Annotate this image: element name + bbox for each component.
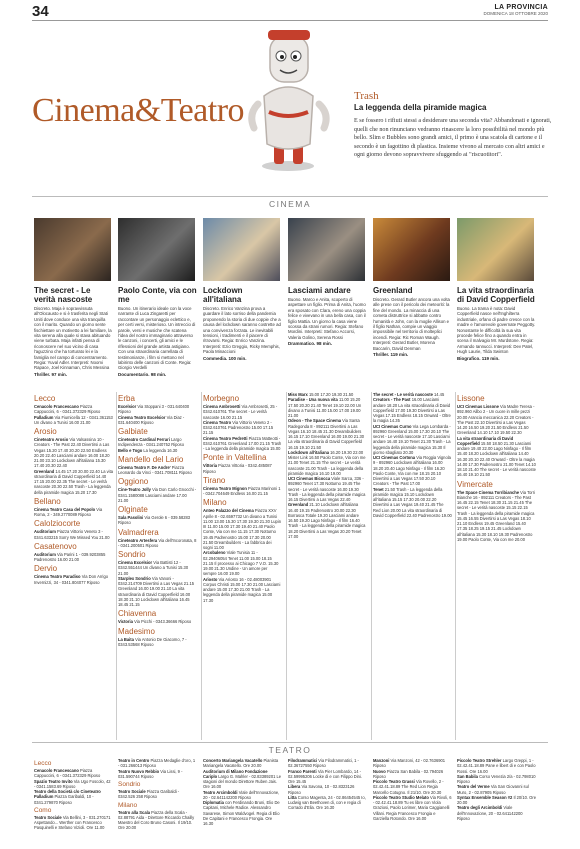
venue-details: Via Roggia Vignola 9 - 892960 Lockdown all'italiana 16.00 18.20 20.40 Lago Ninfago - Il film 16.20 Paolo Conte, Via con me 18.15 20.10 Divertirsi a Las Vegas 17.50 20.10 Creators - The Past 17.00 <box>373 455 451 487</box>
film-review <box>118 286 197 378</box>
listing-entry <box>203 486 282 497</box>
listing-entry <box>288 397 367 418</box>
page-number: 34 <box>32 3 49 20</box>
listing-column <box>203 392 282 740</box>
city-heading: Tirano <box>203 475 226 485</box>
venue-name: The secret - Le verità nascoste <box>373 392 433 397</box>
listing-column <box>34 758 113 844</box>
film-title: La vita straordinaria di David Copperfield <box>457 286 535 304</box>
venue-details: 16.20 19.30 22.00 Mister Link 16.50 Paolo Conte, Via con me 21.00 Tenet 21.15 The secret - Le verità nascoste 21.00 Trash - La leggenda della piramide magica 16.10 19.00 <box>288 449 366 476</box>
film-genre-duration: Thriller. 119 min. <box>373 352 409 358</box>
listing-entry <box>288 502 367 539</box>
venue-details: Viale Sarca, 336 - 892960 Tenet 17.30 Notturno 19.45 The secret - Le verità nascoste 16.00 19.30 Trash - La leggenda della piramide magica 16.15 Divertirsi a Las Vegas 22.40 <box>288 476 366 502</box>
listing-entry <box>373 455 452 487</box>
venue-name: Teatro in Centro <box>118 758 150 763</box>
city-heading: Oggiono <box>118 477 149 487</box>
venue-details: Largo G. Mahler - 02.83389201 Le stagioni del mondo Direttore Ruben Jais. Ore 16.00 <box>203 773 282 790</box>
venue-name: Teatro Sociale <box>34 814 62 820</box>
venue-details: Via Roma, 2 - 349.2770089 Riposo <box>34 506 103 517</box>
listing-entry <box>457 490 536 543</box>
venue-name: Lockdown all'italiana <box>288 449 330 455</box>
film-title: The secret - Le verità nascoste <box>34 286 93 304</box>
venue-name: Piccolo Teatro Grassi <box>373 779 415 784</box>
venue-details: Il 20/10. Ore 20.00 <box>457 794 536 805</box>
venue-name: Teatro Sociale <box>118 789 146 794</box>
venue-name: UCI Cinemas Bicocca <box>288 476 331 481</box>
venue-details: Via Rovello, 2 - 02.42.41.18.89 The Red Lion Regia Marcello Cotugno. Il 21/10. Ore 20.30 <box>373 779 444 795</box>
venue-name: Cinema Teatro Mignon <box>203 485 247 491</box>
listing-entry <box>288 784 367 795</box>
poster-paolo-conte <box>118 218 195 281</box>
city-heading: Arosio <box>34 427 57 436</box>
section-title: Cinema&Teatro <box>32 92 245 129</box>
listing-entry <box>34 768 113 779</box>
listing-entry <box>373 769 452 780</box>
listing-entry <box>34 404 113 415</box>
venue-details: 21.10 Lockdown all'italiana 16.40 19.15 Padrenostro 20.00 22.30 Borrasca Totale 19.20 Lasciami andare 16.50 19.20 Lago Ninfago - Il film 16.40 Trash - La leggenda della piramide magica 18.20 Divertirsi a Las Vegas 20.20 Tenet 17.00 <box>288 502 366 539</box>
listing-entry <box>34 415 113 426</box>
listing-entry <box>457 805 536 821</box>
listing-entry <box>203 508 282 550</box>
listing-entry <box>118 487 197 503</box>
venue-details: Via Antonio De Giacomo, 7 - 0343.53568 Riposo <box>118 636 187 647</box>
venue-details: Via Don Carlo Gnocchi - 0341.1580088 Lasciami andare 17.00 21.00 <box>118 487 197 503</box>
listing-entry <box>288 476 367 502</box>
city-heading: Madesimo <box>118 626 155 636</box>
venue-name: Cenacolo Francescano <box>34 768 79 773</box>
venue-details: Piazza della Scala - 02.88791 Aida - Direttore Riccardo Chailly Maestro del Coro Bruno Casoni. Il 19/10. Ore 20.00 <box>118 809 195 831</box>
listing-column <box>34 392 113 740</box>
venue-details: 11.00 15.20 17.50 20.20 21.40 Tenet 19.10 22.00 Un divano a Tunisi 11.00 15.00 17.00 19.00 21.00 <box>288 397 362 418</box>
city-heading: Ponte in Valtellina <box>203 453 267 463</box>
listing-entry <box>457 795 536 806</box>
teatro-band-label: TEATRO <box>268 745 312 755</box>
listing-entry <box>34 437 113 469</box>
venue-name: Cinema Teatro Pedretti <box>203 435 248 441</box>
venue-name: Syntax Ensemble Season #2 <box>457 794 513 800</box>
city-heading: Valmadrera <box>118 527 159 537</box>
venue-name: Excelsior <box>118 404 137 409</box>
venue-name: Teatro Arcimboldi <box>203 789 238 795</box>
listing-entry <box>118 758 197 769</box>
venue-details: Via Don Arrigo Invernizzi, 34 - 0341.804077 Riposo <box>34 574 109 585</box>
venue-details: Corso Venezia 2/a - 02.798010 Riposo <box>457 773 536 784</box>
venue-details: Via Madre Teresa - 892.960 Ailbo 2 - Un cuore in mille pezzi 20.00 Arancia meccanica 22.20 Creators - The Past 22.10 Divertirsi a Las Vegas 14.20 16.50 19.20 21.50 Endless 21.50 Greenland 14.10 17.10 19.50 22.30 <box>457 404 535 436</box>
city-heading: Casatenovo <box>34 541 77 551</box>
teatro-band <box>32 742 548 754</box>
venue-name: Greenland <box>288 502 309 508</box>
city-heading: Morbegno <box>203 394 240 403</box>
film-title: Lockdown all'italiana <box>203 286 243 304</box>
top-rule <box>32 20 548 21</box>
listing-entry <box>288 795 367 811</box>
venue-name: Piccolo Teatro Strehler <box>457 758 502 763</box>
venue-details: Via Parini 1 - 039.9203855 Padrenostro 16.00 21.00 <box>34 551 106 562</box>
issue-date: DOMENICA 18 OTTOBRE 2020 <box>483 11 548 16</box>
venue-name: Teatro Nuovo Rebbio <box>118 768 160 774</box>
venue-details: Piazza Garibaldi - 0342.526 258 Riposo <box>118 789 180 800</box>
listing-entry <box>203 577 282 603</box>
listing-entry <box>34 552 113 563</box>
venue-name: Cineteatro Cardinal Ferrari <box>118 437 170 442</box>
listing-column <box>457 758 536 844</box>
listing-entry <box>118 789 197 800</box>
listing-entry <box>34 469 113 495</box>
listing-entry <box>457 774 536 785</box>
venue-name: Creators - The Past <box>373 397 411 403</box>
venue-name: San Babila <box>457 773 478 779</box>
venue-name: Cineteatro Artesfera <box>118 537 158 543</box>
venue-details: Via San Giovanni sul Muro, 2 - 02.87905 Riposo <box>457 784 529 795</box>
cinema-band-label: CINEMA <box>268 199 312 209</box>
listing-column <box>373 392 452 740</box>
film-title: Greenland <box>373 286 413 295</box>
venue-name: Victoria <box>118 619 133 625</box>
film-review <box>457 286 536 362</box>
listing-column <box>288 758 367 844</box>
feature-body: E se fossero i rifiuti stessi a desiderare una seconda vita? Abbandonati e ignorati, quelli che non rinunciano vedranno rinascere la loro possibilità nel mondo più bello. Slim e Bubbles sono grandi amici, il primo è una scatola di cartone e il secondo è un fagottino di plastica. Insieme vivono al mercato con altri amici e ogni giorno devono sopravvivere sfuggendo ai "riscuotitori". <box>354 118 552 159</box>
listing-entry <box>118 560 197 576</box>
venue-name: Teatro del Verme <box>457 784 490 790</box>
listing-entry <box>203 800 282 826</box>
venue-details: Via Filodrammatici, 1 - 02.36727550 Riposo <box>288 758 359 769</box>
venue-name: The Space Cinema Torribianche <box>457 489 520 495</box>
city-heading: Olginate <box>118 505 148 514</box>
city-heading: Sondrio <box>118 781 141 788</box>
venue-name: Odeon - The Space Cinema <box>288 418 342 424</box>
venue-name: Tenet <box>373 486 384 492</box>
column-rule <box>371 392 372 740</box>
film-genre-duration: Thriller. 97 min. <box>34 371 68 377</box>
listing-column <box>118 392 197 740</box>
venue-details: Via Pier Lombardo, 14 - 02.59995206 Locke di e con Filippo Dini. Ore 15.45 <box>288 768 362 784</box>
venue-name: Cinema Teatro Paradiso <box>34 574 81 580</box>
venue-name: Auditorium di Milano Fondazione Cariplo <box>203 768 268 779</box>
city-heading: Calolziocorte <box>34 519 81 529</box>
listing-entry <box>457 784 536 795</box>
feature-headline: La leggenda della piramide magica <box>354 103 487 112</box>
city-heading: Sondrio <box>118 550 146 559</box>
listing-entry <box>203 790 282 801</box>
city-heading: Mandello del Lario <box>118 454 184 464</box>
venue-details: Via Valsassina 10 - Creators - The Past 22.40 Divertirsi a Las Vegas 15.20 17.40 20.20 22.50 Endless 20.20 22.40 Lasciami andare 16.00 18.20 21.00 23.10 Lockdown all'italiana 15.30 17.40 20.30 22.40 <box>34 437 110 469</box>
poster-lockdown <box>203 218 280 281</box>
venue-details: Largo Indipendenza - 0341.240752 Riposo <box>118 437 185 448</box>
listing-column <box>203 758 282 844</box>
listing-entry <box>118 769 197 780</box>
venue-name: Arcobaleno <box>203 550 226 556</box>
listing-entry <box>373 397 452 423</box>
city-heading: Dervio <box>34 564 58 574</box>
film-genre-duration: Drammatico. 98 min. <box>288 341 333 347</box>
listing-entry <box>203 404 282 420</box>
venue-name: UCI Cinemas Lissone <box>457 404 499 409</box>
venue-details: Piazza Cappuccini, 6 - 0341.372329 Riposo <box>34 768 101 779</box>
venue-details: Via Picchi - 0343.36666 Riposo <box>134 619 192 625</box>
venue-name: Franco Parenti <box>288 768 317 774</box>
trash-character-image <box>236 26 341 176</box>
city-heading: Lissone <box>457 394 485 403</box>
venue-name: Filodrammatici <box>288 758 318 763</box>
listing-entry <box>34 779 113 790</box>
city-heading: Galbiate <box>118 427 148 436</box>
venue-name: Ariosto <box>203 576 218 582</box>
poster-david-copperfield <box>457 218 534 281</box>
venue-details: Via Stoppani 3 - 031.640400 Riposo <box>118 404 190 415</box>
venue-details: 16.00 Lasciami andare 18.20 La vita straordinaria di David Copperfield 17.00 19.30 Divertirsi a Las Vegas 17.15 Endless 18.15 Onward - Oltre la magia 14.35 <box>373 397 451 424</box>
page-header <box>0 0 580 22</box>
cinema-band <box>32 196 548 208</box>
listing-entry <box>203 436 282 452</box>
listing-column <box>118 758 197 844</box>
venue-name: Cinema Excelsior <box>118 560 153 565</box>
venue-details: Piazza Matteotti - 0342.610761 Greenland 17.00 21.15 Trash - La leggenda della piramide magica 15.00 <box>203 435 282 451</box>
column-rule <box>455 392 456 740</box>
listing-column <box>457 392 536 740</box>
listing-entry <box>288 769 367 785</box>
venue-name: Libera <box>288 784 301 790</box>
venue-details: Piazza Garibaldi, 10 - 0341.279870 Riposo <box>34 794 94 805</box>
venue-details: Via Diaz - 031.640400 Riposo <box>118 414 185 425</box>
masthead <box>484 4 548 16</box>
venue-name: Concerto Mariangela Vacatello <box>203 758 263 763</box>
venue-details: Via Vittorio Veneto 2 - 0342.610761 Padrenostro 15.00 17.15 21.15 <box>203 419 274 436</box>
venue-details: Piazza Vittoria - 0342.485087 Riposo <box>203 463 272 474</box>
venue-name: Cinema Teatro <box>203 419 232 425</box>
venue-name: Auditorium <box>34 529 56 535</box>
venue-details: Via Torri Bianche 16 - 892111 Creators - The Past 16.45 22.15 Tenet 18.30 21.15 21.45 The secret - Le verità nascoste 15.15 22.15 Trash - La leggenda della piramide magica 15.45 16.55 Divertirsi a Las Vegas 18.10 21.10 Endless 19.45 Greenland 15.40 17.35 18.25 19.15 21.45 Lockdown all'italiana 15.30 18.10 19.30 Padrenostro 19.00 Paolo Conte, Via con me 20.00 <box>457 489 536 542</box>
venue-name: Miss Marx <box>288 392 308 397</box>
venue-name: Piccolo Teatro Studio Melato <box>373 794 429 800</box>
venue-details: Piazza San Babila - 02.794026 Riposo <box>373 768 444 779</box>
venue-details: Pianista Mariangela Vacatello. Ore 20.00 <box>203 758 279 769</box>
venue-name: Diplomatia <box>203 800 224 805</box>
film-description: Discreto. Gerard Butler ancora una volta alle prese con il pericolo dei meteoriti: la fine del mondo. La minaccia di una cometa distruttrice si abbatte contro l'umanità e John, con la moglie Allison e il figlio Nathan, compie un viaggio impossibile nel territorio di molteplici incendi. Regia: Ric Roman Waugh. Interpreti: Gerard Butler, Morena Baccarin, David Denman <box>373 297 450 351</box>
venue-name: Palladium <box>34 414 54 420</box>
listing-entry <box>373 779 452 795</box>
city-heading: Milano <box>118 801 138 809</box>
venue-details: Corso Magenta, 24 - 02.86454545 Io, Ludwig van Beethoven di, con e regia di Corrado d'Elia. Ore 16.30 <box>288 794 366 811</box>
film-description: Discreto. Enrico Vanzina prova a guardare il lato sorriso della pandemia proponendo la storia di due coppie che a causa del lockdown saranno costrette ad una convivenza forzata. Le inevitabili tensioni, i tradimenti e il piacere di ritrovarsi. Regia: Enrico Vanzina. Interpreti: Ezio Greggio, Ricky Memphis, Paola Minaccioni <box>203 306 281 355</box>
listing-entry <box>118 637 197 648</box>
listing-entry <box>203 420 282 436</box>
listing-entry <box>203 463 282 474</box>
film-title: Lasciami andare <box>288 286 351 295</box>
film-review <box>288 286 367 347</box>
city-heading: Vimercate <box>457 479 493 489</box>
city-heading: Milano <box>203 498 227 508</box>
venue-details: Via Manzoni, 42 - 02.7636901 Riposo <box>373 758 446 769</box>
column-rule <box>286 392 287 740</box>
listing-entry <box>203 769 282 790</box>
poster-lasciami-andare <box>288 218 365 281</box>
listing-entry <box>203 758 282 769</box>
venue-name: Bello e Togo <box>118 447 143 453</box>
venue-name: Starplex Sondrio <box>118 575 151 581</box>
venue-details: Via dell'Incoronata, 8 - 0341.200501 Riposo <box>118 537 197 548</box>
venue-name: UCI Cinemas Curno <box>373 423 412 429</box>
venue-name: Vittoria <box>203 463 218 469</box>
poster-greenland <box>373 218 450 281</box>
film-review <box>373 286 452 358</box>
venue-name: Teatro degli Arcimboldi <box>457 805 503 811</box>
listing-entry <box>288 450 367 476</box>
listing-entry <box>373 487 452 519</box>
venue-name: Greenland <box>34 468 55 474</box>
venue-name: Cinema Teatro F. De Andre' <box>118 464 171 470</box>
listing-entry <box>118 404 197 415</box>
listing-entry <box>118 448 197 453</box>
venue-details: 15.50 18.50 21.30 Lasciami andare 19.40 22.00 Lago Ninfago - Il film 15.40 18.20 Lockdown all'italiana 14.40 16.30 20.10 22.40 Onward - Oltre la magia 14.00 17.30 Padrenostro 21.00 Tenet 14.10 18.10 21.40 The secret - Le verità nascoste 16.40 19.10 21.50 <box>457 440 536 478</box>
film-review <box>34 286 113 378</box>
film-description: Discreto. Maja è sopravvissuta all'Olocausto e si è trasferita negli Stati Uniti dove conduce una vita tranquilla con il marito. Quando un giorno sente fischiettare un motivetto a lei familiare, la vita serena alla quale si stava abituando viene turbata. Maja infatti pensa di riconoscere nel suo vicino di casa l'aguzzino che ha torturato lei e la famiglia nel campo di concentramento. Regia: Yuval Adler. Interpreti: Noomi Rapace, Joel Kinnaman, Chris Messina <box>34 306 112 371</box>
listing-entry <box>457 404 536 436</box>
venue-name: Cinema Teatro Casa del Popolo <box>34 506 96 512</box>
city-heading: Chiavenna <box>118 609 157 619</box>
venue-details: Via Lissi, 9 - 031.590744 Riposo <box>118 768 183 779</box>
venue-details: Piazza Cappuccini, 6 - 0341.372329 Riposo <box>34 404 101 415</box>
film-description: Buono. La trama è nota: David Copperfield nasce nell'Inghilterra industriale, orfano di padre cresce con la madre e l'amorevole governate Peggotty. Nonostante le difficoltà la sua vita procede felice fino a quando entra in scena il malvagio Mr. Murdstone. Regia: Armando Iannucci. Interpreti: Dev Patel, Hugh Laurie, Tilda Swinton <box>457 306 536 355</box>
venue-details: 14.45 17.20 20.00 22.40 La vita straordinaria di David Copperfield 14.40 17.15 20.00 22.35 The secret - Le verità nascoste 20.30 22.50 Trash - La leggenda della piramide magica 15.20 17.30 <box>34 468 113 495</box>
venue-name: Cine-Teatro Jolly <box>118 487 151 493</box>
venue-name: Nuovo <box>373 768 386 774</box>
feature-label: Trash <box>354 90 379 102</box>
venue-name: Auditorium <box>34 551 56 557</box>
listing-entry <box>373 758 452 769</box>
listing-entry <box>118 465 197 476</box>
venue-details: Via Bellini, 3 - 031.270171 Aspettando... Werther con Francesco Pasquinelli e Stefano Vizioli. Ore 11.00 <box>34 814 111 831</box>
venue-details: Via Ugo Foscolo, 42 - 0341.1583.69 Riposo <box>34 778 111 789</box>
listing-entry <box>288 758 367 769</box>
venue-details: Piazza Medaglie d'oro, 1 - 031.266013 Riposo <box>118 758 196 769</box>
film-genre-duration: Biografico. 119 min. <box>457 355 500 361</box>
venue-details: Via Rivoli, 6 - 02.42.41.18.89 Tu es libre con Viola Graziosi, Paolo Lorimer, Maria Caggianelli Villani. Regia Francesco Frongia e Garziella Rotondo. Ore 16.00 <box>373 794 452 821</box>
poster-the-secret <box>34 218 111 281</box>
city-heading: Como <box>34 806 52 814</box>
listing-entry <box>34 789 113 805</box>
listing-entry <box>203 550 282 576</box>
venue-details: con Ferdinando Bruni, Elio De Capitani, Michele Radice. Alessandro Savarese, Simon Waldvogel. Regia di Elio De Capitani e Francesco Frongia. Ore 16.30 <box>203 800 280 826</box>
film-description: Buono. Marco e Anita, scoperto di aspettare un figlio. Prima di Anita, l'uomo era sposato con Clara, ereno una coppia felice e vivevano in una bella casa, con il figlio Mattia. Un giorno la casa viene scossa da strani rumori. Regia: Stefano Mordini. Interpreti: Stefano Accorsi, Valeria Golino, Serena Rossi <box>288 297 366 340</box>
venue-details: Piazza Leonardo da Vinci - 0341.708111 Riposo <box>118 464 192 475</box>
listing-entry <box>34 574 113 585</box>
listing-entry <box>118 576 197 608</box>
venue-details: Via Gerole 6 - 039.58283 Riposo <box>118 515 191 526</box>
listing-entry <box>34 529 113 540</box>
film-title: Paolo Conte, via con me <box>118 286 197 304</box>
listing-entry <box>118 538 197 549</box>
venue-name: Manzoni <box>373 758 390 763</box>
city-heading: Erba <box>118 394 135 403</box>
venue-details: Via Savona, 10 - 02.8323126 Riposo <box>288 784 355 795</box>
venue-details: Piazza Marinoni 1 - 0342.704649 Endless 16.00 21.15 <box>203 485 281 496</box>
listing-entry <box>118 619 197 624</box>
listing-entry <box>118 810 197 831</box>
listing-entry <box>373 795 452 821</box>
venue-details: Largo Greppi, 1 - 02.42.41.18.89 Pane e libert di e con Paolo Rossi. Ore 16.00 <box>457 758 536 774</box>
venue-name: Cenacolo Francescano <box>34 404 79 409</box>
venue-name: Anteo Palazzo del Cinema <box>203 508 254 514</box>
venue-details: 15.00 17.20 19.30 21.50 <box>308 392 354 397</box>
venue-name: Paradise - Una nuova vita <box>288 397 338 403</box>
venue-details: Via Fiumicella 12 - 0341.361153 Un divano a Tunisi 16.00 21.00 <box>34 414 113 425</box>
venue-name: Cineteatro Arosio <box>34 437 69 442</box>
venue-name: Spazio Teatro Invito <box>34 778 73 784</box>
listing-column <box>288 392 367 740</box>
venue-details: Via Ambrosetti, 25 - 0342.610761 The secret - Le verità nascoste 16.00 21.15 <box>203 404 278 420</box>
listing-entry <box>457 436 536 478</box>
venue-name: Sala Pasolini <box>118 515 144 520</box>
column-rule <box>201 392 202 740</box>
listing-entry <box>118 515 197 526</box>
listing-entry <box>288 418 367 450</box>
city-heading: Lecco <box>34 394 56 403</box>
venue-details: Piazza XXV Aprile 8 - 02.6597732 Un divano a Tunisi 11.00 13.00 15.30 17.30 19.30 21.30 Lupin III 11.00 15.00 17.30 19.40 21.40 Paolo Conte, Via con me 11.15 17.30 Notturno 19.45 Padrenostro 15.00 17.30 20.00 21.50 Dreambuilders - La fabbrica dei sogni 11.00 <box>203 508 282 550</box>
film-genre-duration: Documentario. 98 min. <box>118 371 167 377</box>
venue-details: Viale dell'Innovazione, 20 - 02.641142200 Riposo <box>457 805 523 821</box>
listing-column <box>373 758 452 844</box>
venue-details: Via Ariosto 16 - 02.48003901 Corpus Christi 15.00 17.30 21.00 Lasciami andare 15.00 17.30 21.00 Trash - La leggenda della piramide magica 15.00 17.30 <box>203 576 281 603</box>
venue-details: Via Lega Lombarda - 892960 Greenland 15.00 17.30 20.10 The secret - Le verità nascoste 17.10 Lasciami andare 16.40 19.10 Tenet 21.30 Trash - La leggenda della piramide magica 15.30 Il giorno sbagliato 20.30 <box>373 423 451 455</box>
newspaper-name: LA PROVINCIA <box>494 4 548 11</box>
venue-details: 21.50 Trash - La leggenda della piramide magica 15.10 Lockdown all'italiana 15.15 17.30 20.00 22.20 Divertirsi a Las Vegas 19.40 21.45 The Red Lion 20.00 La vita straordinaria di David Copperfield 22.40 Padrenostro 19.00 <box>373 486 452 518</box>
venue-name: Litta <box>288 794 297 800</box>
venue-name: La vita straordinaria di David Copperfield <box>457 435 514 446</box>
venue-details: 14.45 <box>433 392 445 397</box>
listing-entry <box>457 758 536 774</box>
film-genre-duration: Commedia. 100 min. <box>203 355 247 361</box>
listing-entry <box>118 415 197 426</box>
listing-entry <box>373 424 452 456</box>
listing-entry <box>34 815 113 831</box>
venue-details: Via Vanoni - 0342.214709 Divertirsi a Las Vegas 21.15 Greenland 16.00 19.00 21.10 La vita straordinaria di David Copperfield 16.00 18.30 21.10 Lockdown all'italiana 16.45 18.45 21.15 <box>118 575 195 607</box>
city-heading: Lecco <box>34 760 52 767</box>
venue-name: Teatro alla Scala <box>118 809 151 815</box>
listing-entry <box>34 507 113 518</box>
venue-details: Piazza Vittorio Veneto 3 - 0341.633215 Sorry We Missed You 21.00 <box>34 529 110 540</box>
column-rule <box>116 392 117 740</box>
venue-details: Via Santa Radegonda 8 - 892111 Divertirsi a Las Vegas 16.10 18.45 21.30 Dreambuilders 16.15 17.10 Greenland 16.00 19.00 21.30 La vita straordinaria di David Copperfield 16.15 19.10 21.50 <box>288 418 365 450</box>
venue-name: Cinema Teatro Excelsior <box>118 414 166 420</box>
venue-details: Viale Tunisia 11 - 02.29406054 Tenet 11.00 15.00 18.15 21.15 Il processo ai Chicago 7 V.O. 15.30 19.00 21.30 Undine - Un amore per sempre 16.00 19.00 <box>203 550 279 577</box>
venue-name: Teatro della Società c/o Cineteatro Palladium <box>34 789 101 800</box>
city-heading: Bellano <box>34 496 61 506</box>
venue-details: La leggenda 16.30 <box>143 447 178 453</box>
listing-entry <box>118 437 197 448</box>
venue-name: UCI Cinemas Cortona <box>373 455 416 460</box>
venue-name: Cinema Ambrosetti <box>203 404 241 409</box>
film-review <box>203 286 282 362</box>
venue-name: La Baita <box>118 636 134 642</box>
venue-details: Viale dell'Innovazione, 20 - 02.641142200 Riposo <box>203 789 280 800</box>
venue-details: Via Battisti 12 - 0342.551444 Un divano a Tunisi 15.30 21.00 <box>118 560 189 576</box>
film-description: Buono. Un itinerario ideale con la voce narrante di Luca Zingaretti per raccontare un personaggio eclettico e, per certi versi, misterioso. Un intreccio di parole, versi e musiche che scatena l'idea del nostro immaginario attraverso le canzoni, i concerti, gli amici e le riflessioni del grande artista astigiano. Con una straordinaria carrellata di testimonianze, i film si mettono nel labirinto delle canzoni di Conte. Regia: Giorgio Verdelli <box>118 306 196 371</box>
